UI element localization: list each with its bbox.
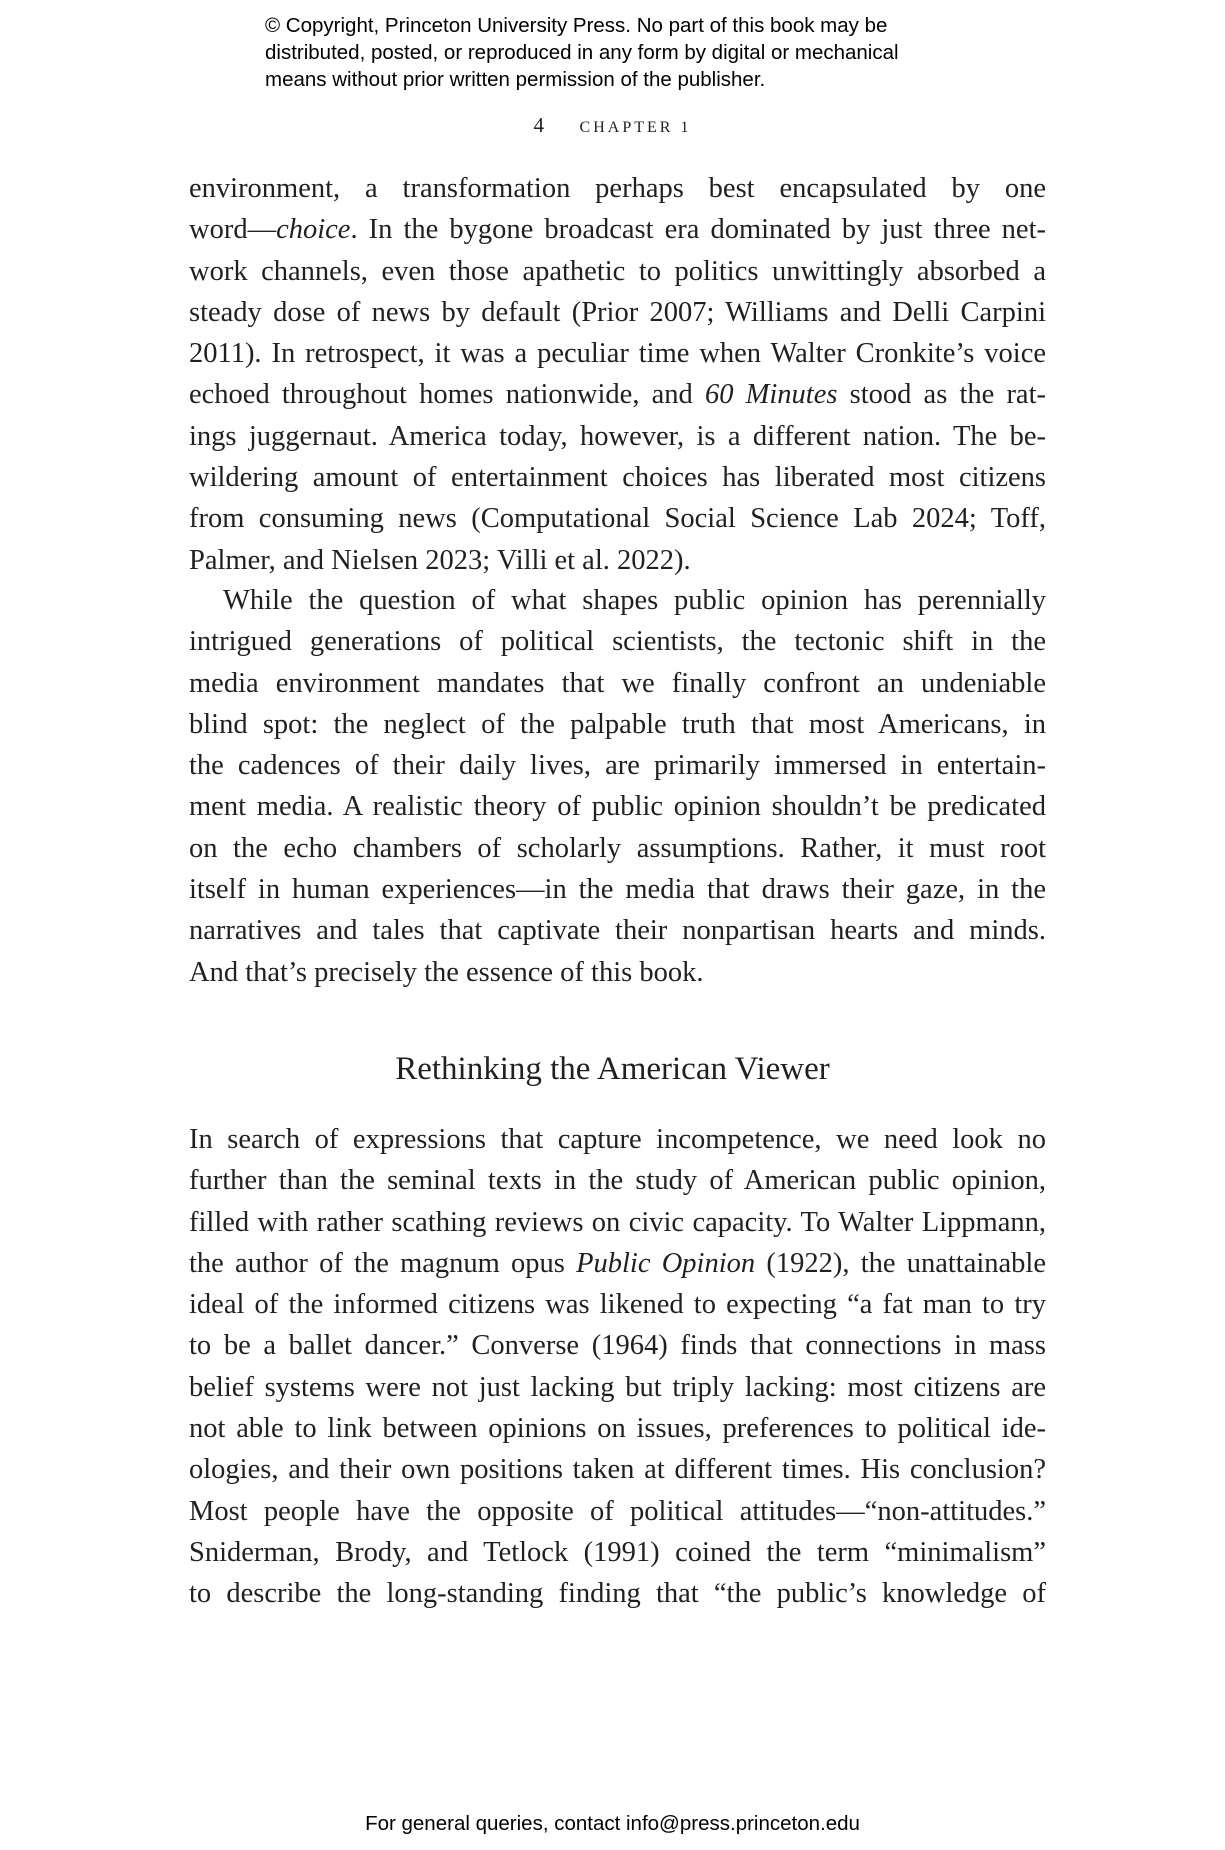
text-line: wildering amount of entertainment choices has liberated most citizens <box>189 462 1046 494</box>
copyright-notice <box>265 12 985 93</box>
copyright-line: means without prior written permission of the publisher. <box>265 68 766 91</box>
text-line: narratives and tales that captivate their nonpartisan hearts and minds. <box>189 915 1046 947</box>
text-line: Sniderman, Brody, and Tetlock (1991) coined the term “minimalism” <box>189 1536 1046 1568</box>
text-line: on the echo chambers of scholarly assumptions. Rather, it must root <box>189 832 1046 864</box>
text-line: While the question of what shapes public opinion has perennially <box>223 585 1046 616</box>
running-head <box>0 113 1225 138</box>
text-line: steady dose of news by default (Prior 2007; Williams and Delli Carpini <box>189 296 1046 328</box>
footer-contact: For general queries, contact info@press.princeton.edu <box>365 1812 860 1835</box>
text-line: 2011). In retrospect, it was a peculiar time when Walter Cronkite’s voice <box>189 338 1046 370</box>
text-line: work channels, even those apathetic to politics unwittingly absorbed a <box>189 255 1046 287</box>
section-heading: Rethinking the American Viewer <box>395 1051 830 1087</box>
emphasis: Public Opinion <box>576 1247 756 1279</box>
paragraph-3 <box>189 1119 1046 1615</box>
page-number: 4 <box>533 113 545 137</box>
emphasis: choice <box>276 214 351 246</box>
text-line: Palmer, and Nielsen 2023; Villi et al. 2022). <box>189 544 691 576</box>
text-line: ideal of the informed citizens was likened to expecting “a fat man to try <box>189 1289 1046 1321</box>
text-line: the author of the magnum opus Public Opinion (1922), the unattainable <box>189 1247 1046 1279</box>
text-line: further than the seminal texts in the study of American public opinion, <box>189 1165 1046 1197</box>
text-line: media environment mandates that we finally confront an undeniable <box>189 667 1046 699</box>
text-line: from consuming news (Computational Social Science Lab 2024; Toff, <box>189 503 1046 535</box>
text-line: not able to link between opinions on issues, preferences to political ide- <box>189 1413 1046 1445</box>
paragraph-1 <box>189 168 1046 581</box>
copyright-line: distributed, posted, or reproduced in any form by digital or mechanical <box>265 41 899 64</box>
text-line: to describe the long-standing finding that “the public’s knowledge of <box>189 1578 1046 1610</box>
copyright-line: © Copyright, Princeton University Press. No part of this book may be <box>265 14 888 37</box>
text-line: itself in human experiences—in the media that draws their gaze, in the <box>189 874 1046 906</box>
text-line: the cadences of their daily lives, are primarily immersed in entertain- <box>189 750 1046 782</box>
text-line: to be a ballet dancer.” Converse (1964) finds that connections in mass <box>189 1330 1046 1362</box>
text-line: filled with rather scathing reviews on civic capacity. To Walter Lippmann, <box>189 1206 1046 1238</box>
text-line: And that’s precisely the essence of this book. <box>189 956 704 988</box>
emphasis: 60 Minutes <box>704 379 838 411</box>
text-line: ings juggernaut. America today, however, is a different nation. The be- <box>189 420 1046 452</box>
text-line: echoed throughout homes nationwide, and 60 Minutes stood as the rat- <box>189 379 1046 411</box>
text-line: In search of expressions that capture incompetence, we need look no <box>189 1124 1046 1155</box>
text-line: ment media. A realistic theory of public opinion shouldn’t be predicated <box>189 791 1046 823</box>
text-line: intrigued generations of political scientists, the tectonic shift in the <box>189 626 1046 658</box>
paragraph-2 <box>189 580 1046 993</box>
text-line: Most people have the opposite of political attitudes—“non-attitudes.” <box>189 1495 1046 1527</box>
text-line: environment, a transformation perhaps best encapsulated by one <box>189 173 1046 204</box>
text-line: blind spot: the neglect of the palpable truth that most Americans, in <box>189 708 1046 740</box>
text-line: belief systems were not just lacking but triply lacking: most citizens are <box>189 1371 1046 1403</box>
text-line: word—choice. In the bygone broadcast era dominated by just three net- <box>189 214 1046 246</box>
text-line: ologies, and their own positions taken at different times. His conclusion? <box>189 1454 1046 1486</box>
chapter-label: CHAPTER 1 <box>579 119 692 136</box>
